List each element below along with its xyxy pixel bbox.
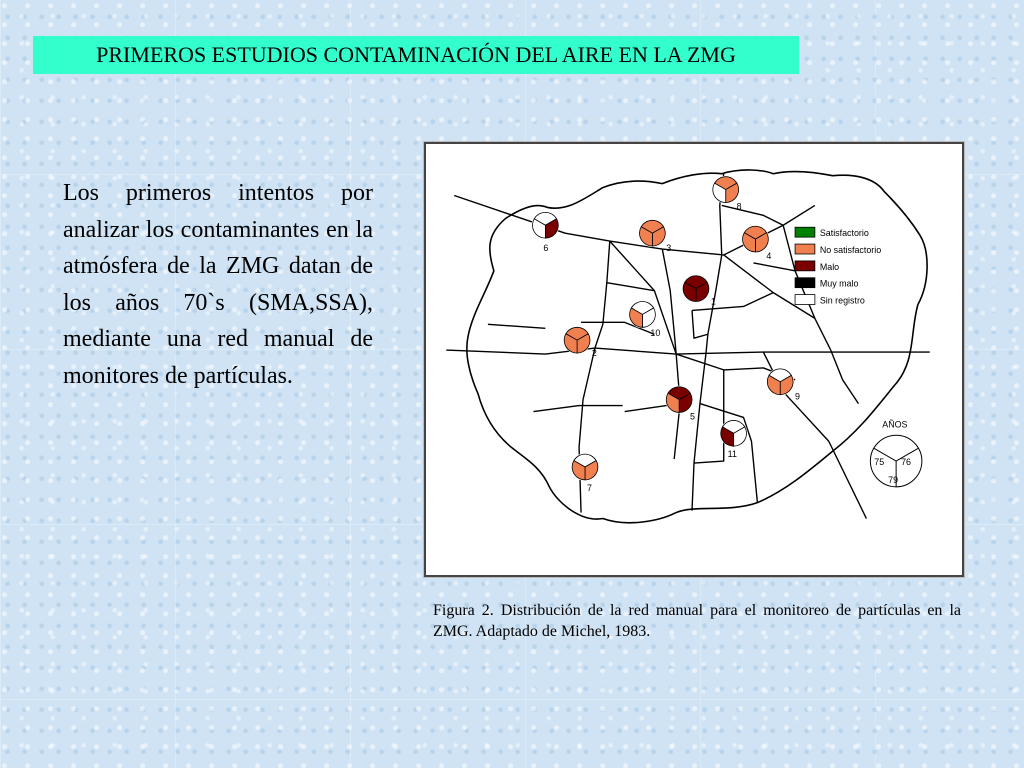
slide-title: PRIMEROS ESTUDIOS CONTAMINACIÓN DEL AIRE EN LA ZMG bbox=[33, 36, 799, 74]
station-8-label: 8 bbox=[736, 201, 742, 212]
legend-item-malo bbox=[795, 261, 839, 272]
legend-label: Muy malo bbox=[819, 278, 859, 289]
station-1-label: 1 bbox=[710, 296, 716, 307]
years-key-title: AÑOS bbox=[882, 419, 908, 430]
legend-swatch bbox=[795, 295, 815, 305]
legend-swatch bbox=[795, 278, 815, 288]
station-2 bbox=[563, 326, 597, 358]
years-key-year-76: 76 bbox=[901, 457, 911, 468]
legend-swatch bbox=[795, 227, 815, 237]
map-figure bbox=[424, 142, 964, 577]
legend-item-muy-malo bbox=[795, 278, 858, 289]
years-key-year-75: 75 bbox=[874, 457, 885, 468]
legend-item-sin-registro bbox=[795, 295, 865, 306]
legend-label: Satisfactorio bbox=[819, 228, 869, 239]
station-3-label: 3 bbox=[666, 243, 672, 254]
figure-caption: Figura 2. Distribución de la red manual para el monitoreo de partículas en la ZMG. Adaptado de Michel, 1983. bbox=[433, 602, 961, 640]
station-11-label: 11 bbox=[727, 449, 737, 460]
years-key-year-79: 79 bbox=[888, 474, 899, 485]
years-key bbox=[870, 419, 922, 486]
station-9-label: 9 bbox=[795, 391, 801, 402]
legend-swatch bbox=[795, 261, 815, 271]
map-legend bbox=[795, 227, 881, 305]
legend-item-satisfactorio bbox=[795, 227, 869, 238]
station-10-label: 10 bbox=[650, 328, 661, 339]
zmg-monitoring-map bbox=[426, 144, 962, 575]
station-5-label: 5 bbox=[690, 411, 696, 422]
legend-label: No satisfactorio bbox=[819, 244, 882, 255]
legend-label: Sin registro bbox=[819, 295, 865, 306]
road-network bbox=[446, 174, 930, 519]
legend-label: Malo bbox=[819, 261, 840, 272]
station-9 bbox=[766, 368, 800, 402]
stations-layer bbox=[532, 176, 801, 493]
station-2-label: 2 bbox=[591, 348, 597, 359]
station-7-label: 7 bbox=[586, 482, 592, 493]
station-10 bbox=[629, 301, 661, 339]
station-4-label: 4 bbox=[766, 250, 772, 261]
legend-swatch bbox=[795, 244, 815, 254]
station-1 bbox=[682, 275, 716, 307]
station-4 bbox=[742, 225, 772, 261]
station-6-label: 6 bbox=[543, 243, 549, 254]
station-5 bbox=[665, 386, 695, 422]
body-paragraph: Los primeros intentos por analizar los contaminantes en la atmósfera de la ZMG datan de los años 70`s (SMA,SSA), mediante una red manual de monitores de partículas. bbox=[63, 180, 373, 389]
legend-item-no-satisfactorio bbox=[795, 244, 881, 255]
station-7 bbox=[571, 453, 599, 493]
station-6 bbox=[532, 211, 560, 253]
